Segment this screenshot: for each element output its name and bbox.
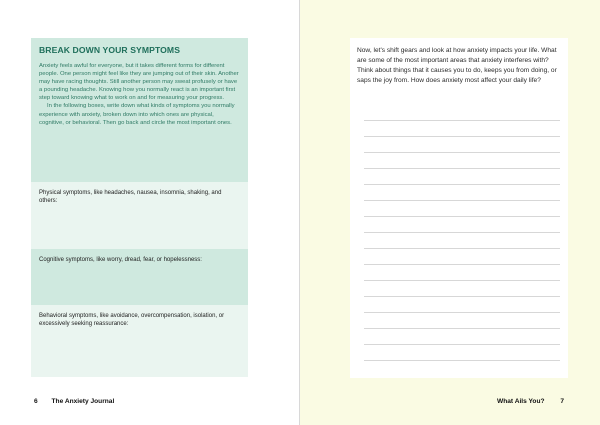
writing-line [364,280,560,281]
cognitive-symptoms-label: Cognitive symptoms, like worry, dread, fear, or hopelessness: [39,257,202,263]
writing-line [364,328,560,329]
left-footer [34,398,114,405]
writing-line [364,312,560,313]
symptoms-panel [31,38,248,377]
writing-line [364,168,560,169]
writing-line [364,232,560,233]
writing-line [364,216,560,217]
writing-line [364,248,560,249]
intro-paragraph: Anxiety feels awful for everyone, but it takes different forms for different people. One person might feel like they are jumping out of their skin. Another may have racing thoughts. Still another person may sweat profusely or have a pounding headache. Knowing how you normally react is an important first step toward knowing what to work on and for measuring your progress. [39,63,239,102]
behavioral-symptoms-box[interactable] [31,305,248,377]
writing-line [364,184,560,185]
symptoms-intro [31,38,248,182]
writing-line [364,200,560,201]
cognitive-symptoms-box[interactable] [31,249,248,305]
physical-symptoms-box[interactable] [31,182,248,249]
writing-line [364,296,560,297]
panel-body [39,62,240,127]
journal-prompt: Now, let's shift gears and look at how anxiety impacts your life. What are some of the most important areas that anxiety interferes with? Think about things that it causes you to do, keeps you from doing, or saps the joy from. How does anxiety most affect your daily life? [357,47,557,84]
behavioral-symptoms-label: Behavioral symptoms, like avoidance, overcompensation, isolation, or excessively seeking reassurance: [39,313,225,328]
left-page-number: 6 [34,398,38,405]
writing-line [364,264,560,265]
section-title: What Ails You? [497,398,545,405]
writing-line [364,360,560,361]
panel-title: BREAK DOWN YOUR SYMPTOMS [39,45,181,55]
right-footer [497,398,564,405]
book-title: The Anxiety Journal [51,398,115,405]
physical-symptoms-label: Physical symptoms, like headaches, nausea, insomnia, shaking, and others: [39,190,222,205]
journal-writing-area[interactable] [350,38,568,378]
writing-line [364,136,560,137]
writing-line [364,152,560,153]
instructions-paragraph: In the following boxes, write down what kinds of symptoms you normally experience with anxiety, broken down into which ones are physical, cognitive, or behavioral. Then go back and circle the most important ones. [39,103,235,126]
writing-line [364,344,560,345]
writing-line [364,120,560,121]
right-page-number: 7 [560,398,565,405]
